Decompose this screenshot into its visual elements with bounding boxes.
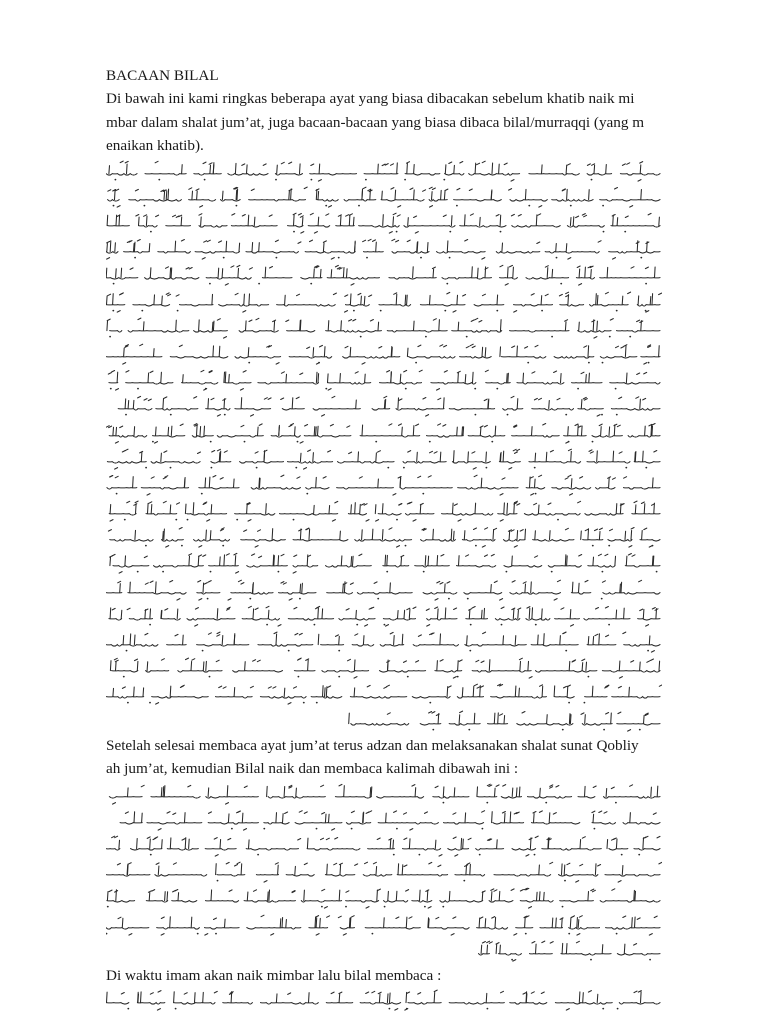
arabic-script-line [106, 859, 662, 885]
arabic-script-line [106, 289, 662, 315]
arabic-script-line [106, 315, 662, 341]
arabic-script-line [106, 681, 662, 707]
arabic-script-line [106, 367, 662, 393]
arabic-script-line [106, 210, 662, 236]
arabic-script-line [106, 236, 662, 262]
arabic-text-block [106, 987, 662, 1013]
after-adzan-line-1: Setelah selesai membaca ayat jum’at terus adzan dan melaksanakan shalat sunat Qobliy [106, 736, 639, 754]
arabic-script-line [106, 158, 662, 184]
arabic-script-line [106, 446, 662, 472]
arabic-script-line [106, 550, 662, 576]
arabic-script-line [106, 420, 662, 446]
arabic-script-line [106, 885, 662, 911]
arabic-script-line [106, 833, 662, 859]
arabic-script-line [106, 938, 662, 964]
arabic-script-line [106, 184, 662, 210]
arabic-script-line [106, 807, 662, 833]
arabic-script-line [106, 629, 662, 655]
intro-line-3: enaikan khatib). [106, 137, 204, 155]
arabic-script-line [106, 472, 662, 498]
arabic-script-line [106, 987, 662, 1013]
arabic-script-line [106, 524, 662, 550]
arabic-script-line [106, 708, 662, 734]
arabic-script-line [106, 655, 662, 681]
arabic-script-line [106, 912, 662, 938]
intro-line-2: mbar dalam shalat jum’at, juga bacaan-bacaan yang biasa dibaca bilal/murraqqi (yang m [106, 113, 645, 131]
arabic-script-line [106, 262, 662, 288]
arabic-script-line [106, 393, 662, 419]
document-title: BACAAN BILAL [106, 67, 219, 84]
arabic-script-line [106, 781, 662, 807]
after-adzan-line-2: ah jum’at, kemudian Bilal naik dan membaca kalimah dibawah ini : [106, 760, 519, 778]
arabic-script-line [106, 498, 662, 524]
arabic-text-block [106, 781, 662, 964]
arabic-text-block [106, 158, 662, 734]
document-body [106, 64, 662, 1013]
intro-line-1: Di bawah ini kami ringkas beberapa ayat yang biasa dibacakan sebelum khatib naik mi [106, 90, 635, 108]
arabic-script-line [106, 577, 662, 603]
arabic-script-line [106, 603, 662, 629]
imam-instruction-line: Di waktu imam akan naik mimbar lalu bilal membaca : [106, 966, 442, 984]
arabic-script-line [106, 341, 662, 367]
